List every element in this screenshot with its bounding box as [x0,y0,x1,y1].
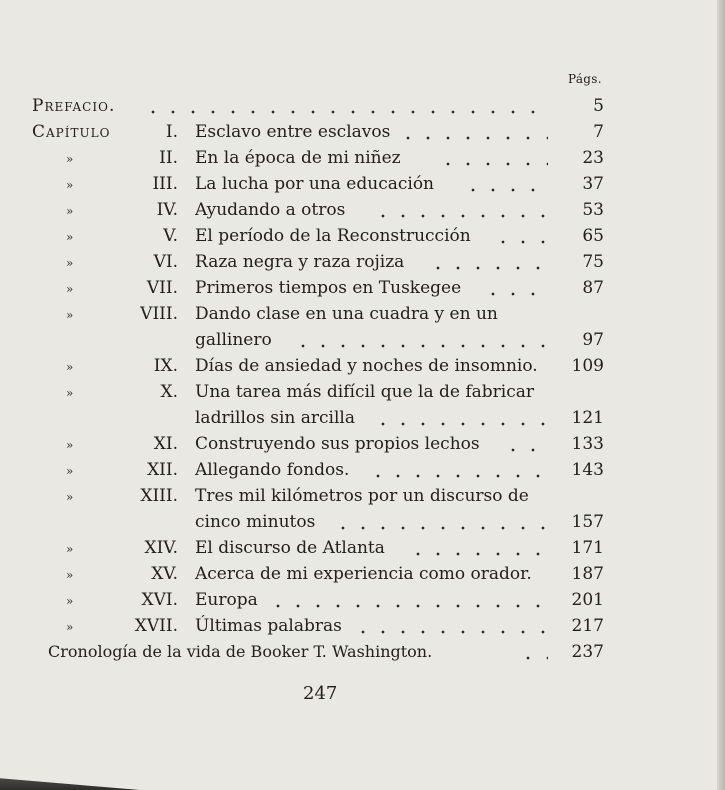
toc-chapter-numeral: VIII. [140,304,178,324]
toc-page-number: 75 [582,252,604,272]
toc-row [0,148,725,174]
toc-page-number: 109 [571,356,604,376]
toc-prefix: » [66,282,74,296]
toc-prefix: » [66,386,74,400]
toc-page-number: 53 [582,200,604,220]
toc-title: Acerca de mi experiencia como orador. [195,564,532,584]
toc-title: La lucha por una educación [195,174,434,194]
toc-page-number: 65 [582,226,604,246]
toc-page-number: 187 [571,564,604,584]
toc-prefix: Capítulo [32,122,111,142]
toc-row [0,122,725,148]
toc-page-number: 201 [571,590,604,610]
toc-title: gallinero [195,330,272,350]
toc-prefix: » [66,256,74,270]
toc-title: El discurso de Atlanta [195,538,385,558]
toc-title: Construyendo sus propios lechos [195,434,480,454]
page-number: 247 [303,683,338,704]
toc-prefix: » [66,464,74,478]
toc-prefix: Cronología de la vida de Booker T. Washington. [48,642,433,661]
toc-row [0,616,725,642]
toc-chapter-numeral: X. [160,382,178,402]
toc-chapter-numeral: IX. [153,356,178,376]
toc-prefix: » [66,308,74,322]
toc-chapter-numeral: XVI. [141,590,178,610]
toc-title: Raza negra y raza rojiza [195,252,405,272]
toc-row [0,96,725,122]
toc-row [0,408,725,434]
toc-chapter-numeral: XVII. [134,616,178,636]
toc-prefix: » [66,438,74,452]
toc-prefix: » [66,620,74,634]
toc-page-number: 217 [571,616,604,636]
toc-row [0,512,725,538]
toc-title: En la época de mi niñez [195,148,401,168]
toc-chapter-numeral: XI. [153,434,178,454]
toc-prefix: Prefacio. [32,96,116,116]
toc-title: Una tarea más difícil que la de fabricar [195,382,535,402]
toc-prefix: » [66,490,74,504]
toc-chapter-numeral: VII. [146,278,178,298]
toc-title: Dando clase en una cuadra y en un [195,304,498,324]
toc-prefix: » [66,360,74,374]
toc-title: Allegando fondos. [195,460,350,480]
toc-title: Tres mil kilómetros por un discurso de [195,486,529,506]
toc-page-number: 7 [593,122,604,142]
toc-title: Esclavo entre esclavos [195,122,391,142]
toc-page-number: 87 [582,278,604,298]
toc-page-number: 5 [593,96,604,116]
toc-chapter-numeral: V. [163,226,178,246]
toc-chapter-numeral: II. [159,148,178,168]
toc-row [0,434,725,460]
toc-row [0,226,725,252]
toc-prefix: » [66,230,74,244]
toc-row [0,174,725,200]
toc-chapter-numeral: XIII. [140,486,178,506]
toc-prefix: » [66,178,74,192]
toc-title: Ayudando a otros [195,200,346,220]
toc-title: Europa [195,590,258,610]
toc-title: Días de ansiedad y noches de insomnio. [195,356,538,376]
toc-row [0,590,725,616]
toc-title: ladrillos sin arcilla [195,408,355,428]
toc-row [0,252,725,278]
toc-row [0,278,725,304]
toc-prefix: » [66,542,74,556]
toc-row [0,200,725,226]
toc-row [0,538,725,564]
toc-page-number: 121 [571,408,604,428]
toc-row [0,642,725,668]
toc-chapter-numeral: III. [152,174,178,194]
toc-title: cinco minutos [195,512,316,532]
toc-prefix: » [66,204,74,218]
toc-chapter-numeral: XIV. [144,538,178,558]
toc-chapter-numeral: IV. [156,200,178,220]
dot-leader [143,110,548,114]
toc-row [0,486,725,512]
toc-row [0,304,725,330]
toc-page-number: 133 [571,434,604,454]
toc-chapter-numeral: XII. [147,460,178,480]
toc-prefix: » [66,152,74,166]
toc-page-number: 171 [571,538,604,558]
toc-chapter-numeral: VI. [153,252,178,272]
toc-page-number: 23 [582,148,604,168]
toc-title: Últimas palabras [195,616,342,636]
toc-row [0,382,725,408]
toc-prefix: » [66,568,74,582]
pages-column-header: Págs. [568,72,602,86]
toc-row [0,460,725,486]
toc-title: El período de la Reconstrucción [195,226,471,246]
toc-row [0,564,725,590]
toc-prefix: » [66,594,74,608]
toc-page-number: 143 [571,460,604,480]
toc-chapter-numeral: XV. [151,564,178,584]
toc-page-number: 37 [582,174,604,194]
toc-title: Primeros tiempos en Tuskegee [195,278,462,298]
toc-row [0,356,725,382]
toc-page-number: 157 [571,512,604,532]
toc-chapter-numeral: I. [165,122,178,142]
toc-page-number: 97 [582,330,604,350]
toc-row [0,330,725,356]
toc-page-number: 237 [571,642,604,662]
